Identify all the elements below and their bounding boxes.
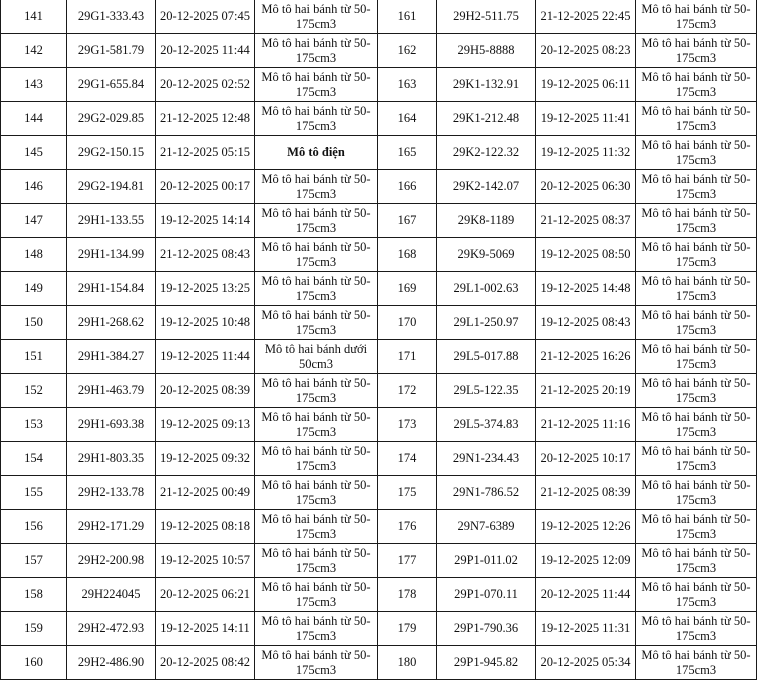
- plate-cell: 29H224045: [67, 578, 156, 612]
- time-cell: 21-12-2025 22:45: [536, 0, 636, 34]
- vehicle-type-cell: Mô tô hai bánh từ 50-175cm3: [636, 34, 757, 68]
- time-cell: 19-12-2025 11:44: [156, 340, 255, 374]
- time-cell: 19-12-2025 10:48: [156, 306, 255, 340]
- time-cell: 19-12-2025 14:11: [156, 612, 255, 646]
- time-cell: 21-12-2025 20:19: [536, 374, 636, 408]
- table-row: [1, 68, 757, 102]
- plate-cell: 29L5-122.35: [437, 374, 536, 408]
- vehicle-type-cell: Mô tô hai bánh từ 50-175cm3: [636, 408, 757, 442]
- stt-cell: 153: [1, 408, 67, 442]
- vehicle-type-cell: Mô tô hai bánh từ 50-175cm3: [255, 612, 378, 646]
- table-row: [1, 306, 757, 340]
- plate-cell: 29K8-1189: [437, 204, 536, 238]
- stt-cell: 172: [378, 374, 437, 408]
- stt-cell: 150: [1, 306, 67, 340]
- vehicle-type-cell: Mô tô hai bánh từ 50-175cm3: [636, 578, 757, 612]
- stt-cell: 151: [1, 340, 67, 374]
- stt-cell: 147: [1, 204, 67, 238]
- stt-cell: 145: [1, 136, 67, 170]
- stt-cell: 178: [378, 578, 437, 612]
- vehicle-type-cell: Mô tô hai bánh từ 50-175cm3: [255, 510, 378, 544]
- time-cell: 19-12-2025 09:13: [156, 408, 255, 442]
- stt-cell: 165: [378, 136, 437, 170]
- plate-cell: 29G1-581.79: [67, 34, 156, 68]
- vehicle-type-cell: Mô tô hai bánh từ 50-175cm3: [255, 204, 378, 238]
- plate-cell: 29P1-945.82: [437, 646, 536, 680]
- plate-cell: 29K1-132.91: [437, 68, 536, 102]
- vehicle-type-cell: Mô tô hai bánh từ 50-175cm3: [636, 340, 757, 374]
- vehicle-type-cell: Mô tô hai bánh từ 50-175cm3: [636, 238, 757, 272]
- plate-cell: 29H2-133.78: [67, 476, 156, 510]
- plate-cell: 29G1-333.43: [67, 0, 156, 34]
- table-row: [1, 612, 757, 646]
- time-cell: 19-12-2025 06:11: [536, 68, 636, 102]
- plate-cell: 29G2-194.81: [67, 170, 156, 204]
- time-cell: 19-12-2025 08:18: [156, 510, 255, 544]
- table-body: [1, 0, 757, 680]
- vehicle-type-cell: Mô tô hai bánh từ 50-175cm3: [255, 408, 378, 442]
- stt-cell: 169: [378, 272, 437, 306]
- plate-cell: 29L5-017.88: [437, 340, 536, 374]
- plate-cell: 29H1-803.35: [67, 442, 156, 476]
- time-cell: 21-12-2025 08:37: [536, 204, 636, 238]
- time-cell: 20-12-2025 08:39: [156, 374, 255, 408]
- plate-cell: 29H2-472.93: [67, 612, 156, 646]
- time-cell: 19-12-2025 12:09: [536, 544, 636, 578]
- table-row: [1, 340, 757, 374]
- vehicle-type-cell: Mô tô hai bánh từ 50-175cm3: [636, 374, 757, 408]
- table-row: [1, 408, 757, 442]
- vehicle-type-cell: Mô tô hai bánh từ 50-175cm3: [255, 306, 378, 340]
- vehicle-type-cell: Mô tô hai bánh từ 50-175cm3: [636, 272, 757, 306]
- stt-cell: 156: [1, 510, 67, 544]
- vehicle-type-cell: Mô tô hai bánh từ 50-175cm3: [255, 68, 378, 102]
- plate-cell: 29L5-374.83: [437, 408, 536, 442]
- vehicle-type-cell: Mô tô hai bánh từ 50-175cm3: [636, 102, 757, 136]
- plate-cell: 29H1-384.27: [67, 340, 156, 374]
- vehicle-type-cell: Mô tô hai bánh từ 50-175cm3: [255, 442, 378, 476]
- vehicle-type-cell: Mô tô hai bánh từ 50-175cm3: [636, 68, 757, 102]
- stt-cell: 162: [378, 34, 437, 68]
- plate-cell: 29N1-234.43: [437, 442, 536, 476]
- time-cell: 19-12-2025 12:26: [536, 510, 636, 544]
- plate-cell: 29P1-011.02: [437, 544, 536, 578]
- vehicle-type-cell: Mô tô hai bánh từ 50-175cm3: [255, 170, 378, 204]
- time-cell: 19-12-2025 11:41: [536, 102, 636, 136]
- time-cell: 21-12-2025 08:43: [156, 238, 255, 272]
- plate-cell: 29P1-790.36: [437, 612, 536, 646]
- stt-cell: 176: [378, 510, 437, 544]
- time-cell: 19-12-2025 14:48: [536, 272, 636, 306]
- time-cell: 20-12-2025 05:34: [536, 646, 636, 680]
- stt-cell: 143: [1, 68, 67, 102]
- vehicle-type-cell: Mô tô hai bánh từ 50-175cm3: [636, 476, 757, 510]
- plate-cell: 29K9-5069: [437, 238, 536, 272]
- vehicle-type-cell: Mô tô hai bánh từ 50-175cm3: [255, 0, 378, 34]
- table-row: [1, 374, 757, 408]
- vehicle-type-cell: Mô tô hai bánh từ 50-175cm3: [255, 374, 378, 408]
- time-cell: 20-12-2025 11:44: [156, 34, 255, 68]
- time-cell: 19-12-2025 10:57: [156, 544, 255, 578]
- stt-cell: 157: [1, 544, 67, 578]
- vehicle-type-cell: Mô tô hai bánh từ 50-175cm3: [255, 272, 378, 306]
- table-row: [1, 238, 757, 272]
- vehicle-type-cell: Mô tô hai bánh từ 50-175cm3: [255, 578, 378, 612]
- plate-cell: 29H2-171.29: [67, 510, 156, 544]
- table-row: [1, 646, 757, 680]
- time-cell: 21-12-2025 12:48: [156, 102, 255, 136]
- time-cell: 21-12-2025 16:26: [536, 340, 636, 374]
- stt-cell: 161: [378, 0, 437, 34]
- time-cell: 20-12-2025 06:30: [536, 170, 636, 204]
- stt-cell: 166: [378, 170, 437, 204]
- table-row: [1, 476, 757, 510]
- time-cell: 20-12-2025 10:17: [536, 442, 636, 476]
- vehicle-type-cell: Mô tô hai bánh từ 50-175cm3: [636, 612, 757, 646]
- vehicle-type-cell: Mô tô hai bánh từ 50-175cm3: [636, 306, 757, 340]
- time-cell: 21-12-2025 11:16: [536, 408, 636, 442]
- stt-cell: 179: [378, 612, 437, 646]
- plate-cell: 29H1-268.62: [67, 306, 156, 340]
- time-cell: 19-12-2025 14:14: [156, 204, 255, 238]
- vehicle-type-cell: Mô tô hai bánh từ 50-175cm3: [255, 646, 378, 680]
- vehicle-type-cell: Mô tô hai bánh từ 50-175cm3: [255, 476, 378, 510]
- time-cell: 20-12-2025 11:44: [536, 578, 636, 612]
- plate-cell: 29K2-142.07: [437, 170, 536, 204]
- plate-cell: 29H1-154.84: [67, 272, 156, 306]
- stt-cell: 160: [1, 646, 67, 680]
- stt-cell: 144: [1, 102, 67, 136]
- stt-cell: 164: [378, 102, 437, 136]
- table-row: [1, 578, 757, 612]
- stt-cell: 152: [1, 374, 67, 408]
- stt-cell: 170: [378, 306, 437, 340]
- plate-cell: 29K2-122.32: [437, 136, 536, 170]
- stt-cell: 175: [378, 476, 437, 510]
- vehicle-type-cell: Mô tô hai bánh từ 50-175cm3: [255, 102, 378, 136]
- vehicle-type-cell: Mô tô hai bánh từ 50-175cm3: [636, 510, 757, 544]
- time-cell: 20-12-2025 08:23: [536, 34, 636, 68]
- stt-cell: 159: [1, 612, 67, 646]
- vehicle-type-cell: Mô tô hai bánh từ 50-175cm3: [636, 0, 757, 34]
- time-cell: 19-12-2025 08:43: [536, 306, 636, 340]
- vehicle-type-cell: Mô tô hai bánh từ 50-175cm3: [255, 544, 378, 578]
- time-cell: 20-12-2025 08:42: [156, 646, 255, 680]
- plate-cell: 29H2-486.90: [67, 646, 156, 680]
- table-row: [1, 442, 757, 476]
- plate-cell: 29H5-8888: [437, 34, 536, 68]
- stt-cell: 177: [378, 544, 437, 578]
- time-cell: 19-12-2025 09:32: [156, 442, 255, 476]
- time-cell: 19-12-2025 08:50: [536, 238, 636, 272]
- vehicle-type-cell: Mô tô hai bánh từ 50-175cm3: [636, 204, 757, 238]
- table-row: [1, 34, 757, 68]
- vehicle-type-cell: Mô tô hai bánh dưới 50cm3: [255, 340, 378, 374]
- table-row: [1, 510, 757, 544]
- time-cell: 20-12-2025 02:52: [156, 68, 255, 102]
- plate-cell: 29H1-134.99: [67, 238, 156, 272]
- time-cell: 19-12-2025 11:32: [536, 136, 636, 170]
- time-cell: 21-12-2025 05:15: [156, 136, 255, 170]
- table-row: [1, 544, 757, 578]
- time-cell: 19-12-2025 11:31: [536, 612, 636, 646]
- stt-cell: 148: [1, 238, 67, 272]
- plate-cell: 29H1-463.79: [67, 374, 156, 408]
- vehicle-type-cell: Mô tô hai bánh từ 50-175cm3: [255, 34, 378, 68]
- stt-cell: 149: [1, 272, 67, 306]
- vehicle-type-cell: Mô tô hai bánh từ 50-175cm3: [636, 170, 757, 204]
- table-row: [1, 102, 757, 136]
- time-cell: 20-12-2025 00:17: [156, 170, 255, 204]
- vehicle-type-cell: Mô tô điện: [255, 136, 378, 170]
- stt-cell: 180: [378, 646, 437, 680]
- stt-cell: 163: [378, 68, 437, 102]
- vehicle-type-cell: Mô tô hai bánh từ 50-175cm3: [636, 442, 757, 476]
- table-row: [1, 272, 757, 306]
- plate-cell: 29L1-250.97: [437, 306, 536, 340]
- time-cell: 20-12-2025 06:21: [156, 578, 255, 612]
- vehicle-type-cell: Mô tô hai bánh từ 50-175cm3: [636, 544, 757, 578]
- table-row: [1, 136, 757, 170]
- plate-cell: 29H2-200.98: [67, 544, 156, 578]
- plate-cell: 29P1-070.11: [437, 578, 536, 612]
- plate-cell: 29H1-693.38: [67, 408, 156, 442]
- time-cell: 21-12-2025 00:49: [156, 476, 255, 510]
- stt-cell: 154: [1, 442, 67, 476]
- stt-cell: 171: [378, 340, 437, 374]
- stt-cell: 155: [1, 476, 67, 510]
- plate-cell: 29K1-212.48: [437, 102, 536, 136]
- stt-cell: 174: [378, 442, 437, 476]
- table-row: [1, 170, 757, 204]
- vehicle-type-cell: Mô tô hai bánh từ 50-175cm3: [636, 646, 757, 680]
- plate-cell: 29N1-786.52: [437, 476, 536, 510]
- stt-cell: 146: [1, 170, 67, 204]
- vehicle-type-cell: Mô tô hai bánh từ 50-175cm3: [636, 136, 757, 170]
- plate-cell: 29N7-6389: [437, 510, 536, 544]
- plate-cell: 29H1-133.55: [67, 204, 156, 238]
- stt-cell: 158: [1, 578, 67, 612]
- stt-cell: 168: [378, 238, 437, 272]
- plate-cell: 29G2-150.15: [67, 136, 156, 170]
- plate-cell: 29L1-002.63: [437, 272, 536, 306]
- time-cell: 19-12-2025 13:25: [156, 272, 255, 306]
- stt-cell: 142: [1, 34, 67, 68]
- table-row: [1, 0, 757, 34]
- table-row: [1, 204, 757, 238]
- stt-cell: 141: [1, 0, 67, 34]
- plate-cell: 29G1-655.84: [67, 68, 156, 102]
- time-cell: 20-12-2025 07:45: [156, 0, 255, 34]
- stt-cell: 173: [378, 408, 437, 442]
- stt-cell: 167: [378, 204, 437, 238]
- plate-cell: 29H2-511.75: [437, 0, 536, 34]
- vehicle-type-cell: Mô tô hai bánh từ 50-175cm3: [255, 238, 378, 272]
- plate-cell: 29G2-029.85: [67, 102, 156, 136]
- time-cell: 21-12-2025 08:39: [536, 476, 636, 510]
